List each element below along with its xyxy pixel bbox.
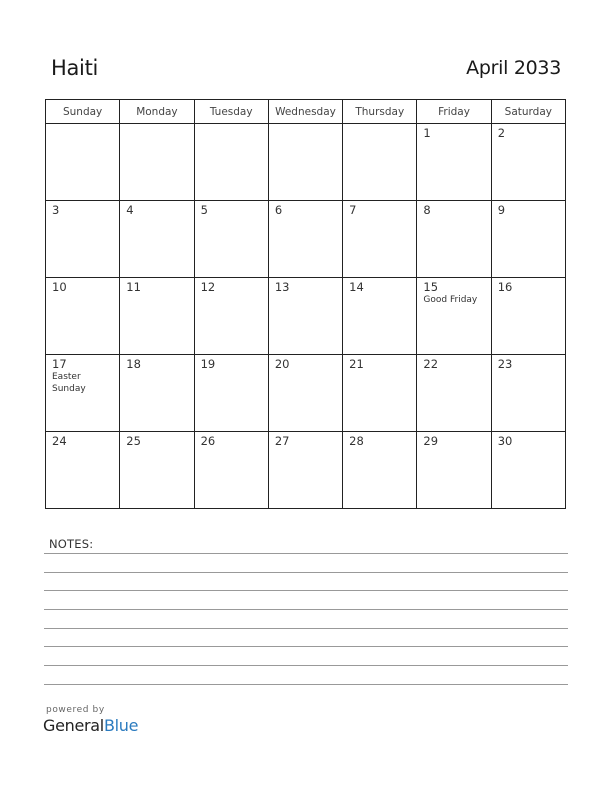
calendar-day-cell	[194, 278, 268, 355]
calendar-day-cell	[268, 355, 342, 432]
day-number: 3	[52, 203, 60, 217]
day-number: 30	[497, 434, 513, 448]
calendar-day-cell	[120, 355, 194, 432]
note-line	[44, 553, 568, 554]
calendar-day-cell	[194, 355, 268, 432]
weekday-sunday: Sunday	[46, 100, 120, 124]
day-number: 5	[200, 203, 208, 217]
calendar-day-cell	[491, 432, 565, 509]
day-number: 27	[274, 434, 290, 448]
day-number	[195, 124, 268, 127]
day-number: 1	[423, 126, 431, 140]
day-number: 7	[349, 203, 357, 217]
calendar-day-cell	[343, 124, 417, 201]
calendar-day-cell	[343, 201, 417, 278]
day-number: 18	[126, 357, 141, 371]
day-number: 29	[423, 434, 439, 448]
country-title: Haiti	[51, 56, 99, 80]
day-number	[46, 124, 119, 127]
day-number: 8	[423, 203, 431, 217]
calendar-day-cell	[268, 201, 342, 278]
calendar-day-cell	[268, 124, 342, 201]
calendar-day-cell	[120, 432, 194, 509]
day-number	[343, 124, 416, 127]
day-number: 11	[126, 280, 141, 294]
calendar-day-cell	[491, 201, 565, 278]
calendar-day-cell	[491, 124, 565, 201]
calendar-day-cell	[417, 201, 491, 278]
brand-logo[interactable]	[43, 716, 138, 735]
day-number: 6	[274, 203, 283, 217]
month-title: April 2033	[466, 57, 561, 79]
weekday-friday: Friday	[417, 100, 491, 124]
holiday-label: Easter	[52, 372, 81, 382]
calendar-week-row	[46, 355, 566, 432]
calendar-day-cell	[417, 278, 491, 355]
day-number: 2	[497, 126, 506, 140]
calendar-day-cell	[46, 355, 120, 432]
calendar-week-row	[46, 124, 566, 201]
day-number: 13	[274, 280, 290, 294]
calendar-week-row	[46, 201, 566, 278]
day-number: 24	[52, 434, 67, 448]
day-number: 10	[52, 280, 67, 294]
calendar-day-cell	[417, 432, 491, 509]
weekday-wednesday: Wednesday	[268, 100, 342, 124]
calendar-day-cell	[194, 432, 268, 509]
calendar-day-cell	[46, 278, 120, 355]
note-line	[44, 572, 568, 573]
calendar-day-cell	[46, 432, 120, 509]
day-number: 28	[349, 434, 364, 448]
day-number: 14	[349, 280, 364, 294]
brand-blue: Blue	[103, 716, 139, 735]
day-number: 9	[497, 203, 506, 217]
day-number: 21	[349, 357, 364, 371]
holiday-label: Sunday	[52, 384, 86, 394]
weekday-saturday: Saturday	[491, 100, 565, 124]
day-number: 26	[200, 434, 216, 448]
note-line	[44, 628, 568, 629]
calendar-day-cell	[343, 278, 417, 355]
calendar-day-cell	[46, 124, 120, 201]
calendar-grid	[45, 99, 566, 509]
calendar-day-cell	[194, 201, 268, 278]
day-number: 15	[423, 280, 439, 294]
day-number	[120, 124, 193, 127]
day-number: 25	[126, 434, 141, 448]
calendar-day-cell	[417, 124, 491, 201]
note-line	[44, 646, 568, 647]
calendar-week-row	[46, 278, 566, 355]
calendar-day-cell	[46, 201, 120, 278]
calendar-day-cell	[120, 278, 194, 355]
day-number: 17	[52, 357, 67, 371]
holiday-label: Good Friday	[423, 295, 478, 305]
note-line	[44, 684, 568, 685]
note-line	[44, 609, 568, 610]
day-number: 12	[200, 280, 216, 294]
day-number: 19	[200, 357, 216, 371]
powered-by-text: powered by	[46, 705, 105, 715]
calendar-day-cell	[343, 355, 417, 432]
day-number: 4	[126, 203, 134, 217]
day-number: 23	[497, 357, 513, 371]
calendar-day-cell	[491, 355, 565, 432]
day-number: 22	[423, 357, 439, 371]
calendar-week-row	[46, 432, 566, 509]
weekday-header-row	[46, 100, 566, 124]
calendar-day-cell	[491, 278, 565, 355]
day-number: 16	[497, 280, 513, 294]
weekday-tuesday: Tuesday	[194, 100, 268, 124]
calendar-day-cell	[120, 124, 194, 201]
brand-general: General	[43, 716, 104, 735]
weekday-monday: Monday	[120, 100, 194, 124]
weekday-thursday: Thursday	[343, 100, 417, 124]
calendar-day-cell	[417, 355, 491, 432]
day-number	[269, 124, 342, 127]
day-number: 20	[274, 357, 290, 371]
calendar-day-cell	[194, 124, 268, 201]
calendar-day-cell	[343, 432, 417, 509]
note-line	[44, 590, 568, 591]
note-line	[44, 665, 568, 666]
calendar-day-cell	[268, 432, 342, 509]
calendar-day-cell	[268, 278, 342, 355]
calendar-day-cell	[120, 201, 194, 278]
notes-label: NOTES:	[49, 537, 94, 551]
